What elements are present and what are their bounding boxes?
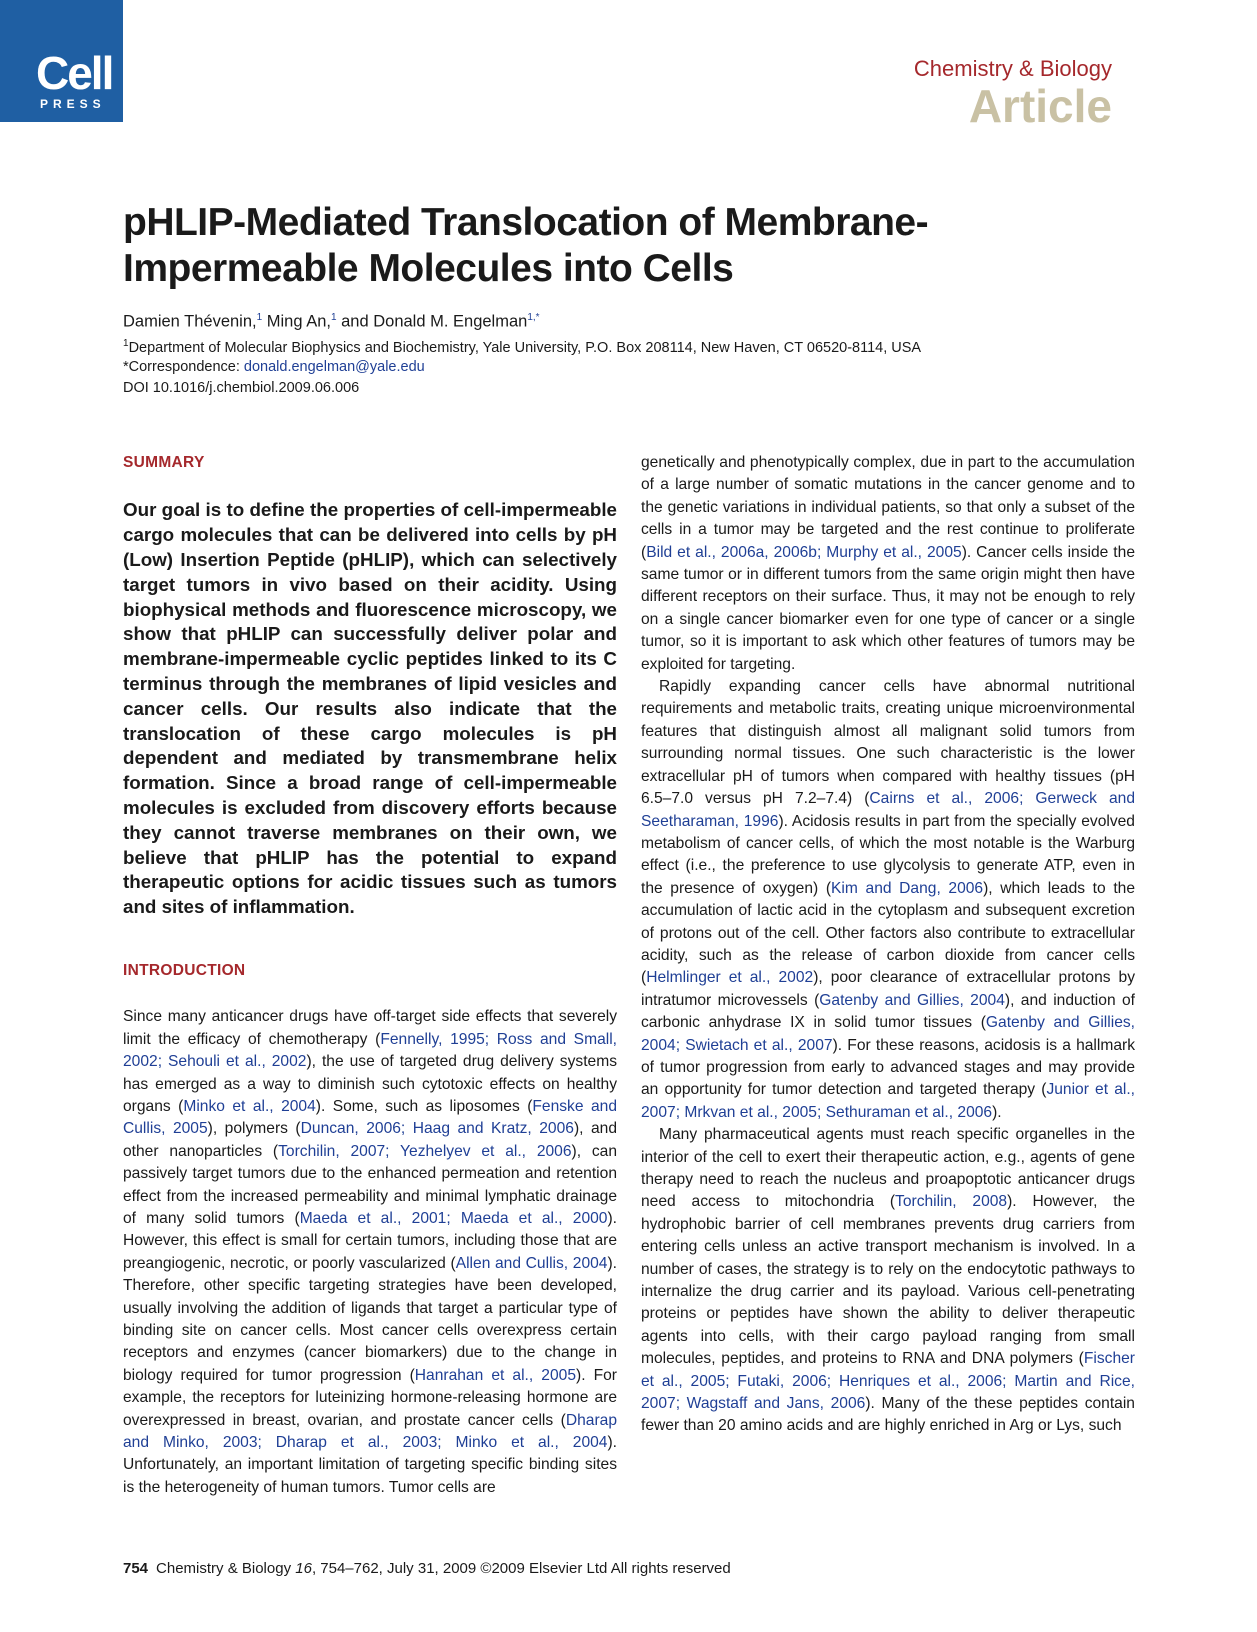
citation-link[interactable]: Torchilin, 2007; Yezhelyev et al., 2006 [278,1142,572,1160]
citation-link[interactable]: Allen and Cullis, 2004 [455,1254,608,1272]
intro-paragraph-1 [123,1006,617,1499]
body-text: ), and induction of carbonic anhydrase IX in solid tumor tissues ( [641,991,1136,1032]
body-text: ). [992,1103,1002,1121]
cell-press-logo [0,0,123,122]
citation-link[interactable]: Cairns et al., 2006; Gerweck and Seetharaman, 1996 [641,790,1135,830]
body-text: Many pharmaceutical agents must reach specific organelles in the interior of the cell to exert their therapeutic action, e.g., agents of gene therapy need to reach the nucleus and proapoptotic anticancer drugs need access to mitochondria ( [641,1126,1135,1211]
body-text: ), can passively target tumors due to the enhanced permeation and retention effect from the increased permeability and minimal lymphatic drainage of many solid tumors ( [123,1142,618,1228]
intro-paragraph-3 [641,676,1135,1124]
intro-paragraph-2 [641,452,1135,676]
summary-heading: SUMMARY [123,454,205,471]
right-column [641,452,1135,1438]
correspondence-email-link[interactable]: donald.engelman@yale.edu [243,359,425,375]
citation-link[interactable]: Fenske and Cullis, 2005 [123,1097,617,1138]
citation-link[interactable]: Dharap and Minko, 2003; Dharap et al., 2003; Minko et al., 2004 [123,1411,617,1452]
body-text: ), and other nanoparticles ( [123,1120,617,1160]
body-text: ), polymers ( [207,1120,301,1138]
author-name: Ming An, [262,312,331,331]
author-list [123,312,540,332]
article-type: Article [968,80,1112,132]
affiliation-text: Department of Molecular Biophysics and Biochemistry, Yale University, P.O. Box 208114, New Haven, CT 06520-8114, USA [128,339,922,356]
author-name: and Donald M. Engelman [336,312,528,331]
body-text: ). Many of the these peptides contain fewer than 20 amino acids and are highly enriched in Arg or Lys, such [641,1395,1135,1435]
citation-link[interactable]: Bild et al., 2006a, 2006b; Murphy et al., 2005 [646,543,962,561]
author-affil-mark: 1,* [527,312,540,323]
citation-link[interactable]: Fischer et al., 2005; Futaki, 2006; Henriques et al., 2006; Martin and Rice, 2007; Wagstaff and Jans, 2006 [641,1350,1135,1413]
article-title [123,200,1123,292]
citation-link[interactable]: Helmlinger et al., 2002 [646,969,814,987]
body-text: ). However, the hydrophobic barrier of cell membranes prevents drug carriers from entering cells unless an active transport mechanism is involved. In a number of cases, the strategy is to rely on the endocytotic pathways to internalize the drug carrier and its payload. Various cell-penetrating proteins or peptides have shown the ability to deliver therapeutic agents into cells, with their cargo payload ranging from small molecules, peptides, and proteins to RNA and DNA polymers ( [641,1193,1135,1368]
intro-paragraph-4 [641,1124,1135,1438]
title-line-2: Impermeable Molecules into Cells [123,247,734,290]
summary-text: Our goal is to define the properties of cell-impermeable cargo molecules that can be delivered into cells by pH (Low) Insertion Peptide (pHLIP), which can selectively target tumors in vivo based on their acidity. Using biophysical methods and fluorescence microscopy, we show that pHLIP can successfully deliver polar and membrane-impermeable cyclic peptides linked to its C terminus through the membranes of lipid vesicles and cancer cells. Our results also indicate that the translocation of these cargo molecules is pH dependent and mediated by transmembrane helix formation. Since a broad range of cell-impermeable molecules is excluded from discovery efforts because they cannot traverse membranes on their own, we believe that pHLIP has the potential to expand therapeutic options for acidic tissues such as tumors and sites of inflammation. [123,499,617,918]
body-text: ), which leads to the accumulation of lactic acid in the cytoplasm and subsequent excretion of protons out of the cell. Other factors also contribute to extracellular acidity, such as the release of carbon dioxide from cancer cells ( [641,879,1135,987]
logo-word: Cell [36,47,113,99]
body-text: ). Acidosis results in part from the specially evolved metabolism of cancer cells, of which the most notable is the Warburg effect (i.e., the preference to use glycolysis to generate ATP, even in the presence of oxygen) ( [641,812,1135,897]
citation-link[interactable]: Torchilin, 2008 [895,1193,1008,1211]
body-text: ). Cancer cells inside the same tumor or in different tumors from the same origin might then have different receptors on their surface. Thus, it may not be enough to rely on a single cancer biomarker even for one type of cancer or a single tumor, so it is important to ask which other features of tumors may be exploited for targeting. [641,543,1135,673]
body-text: ). Unfortunately, an important limitation of targeting specific binding sites is the heterogeneity of human tumors. Tumor cells are [123,1434,617,1496]
body-text: ). For these reasons, acidosis is a hallmark of tumor progression from early to advanced stages and may provide an opportunity for tumor detection and targeted therapy ( [641,1036,1135,1099]
citation-link[interactable]: Kim and Dang, 2006 [831,879,984,897]
body-text: ). Therefore, other specific targeting strategies have been developed, usually involving the addition of ligands that target a particular type of binding site on cancer cells. Most cancer cells overexpress certain receptors and enzymes (cancer biomarkers) due to the change in biology required for tumor progression ( [123,1254,617,1384]
citation-link[interactable]: Gatenby and Gillies, 2004 [819,991,1005,1009]
affiliation [123,338,921,356]
citation-link[interactable]: Duncan, 2006; Haag and Kratz, 2006 [300,1120,574,1138]
body-text: ). Some, such as liposomes ( [315,1097,533,1115]
body-text: ), the use of targeted drug delivery systems has emerged as a way to diminish such cytotoxic effects on healthy organs ( [123,1053,617,1115]
journal-name: Chemistry & Biology [913,56,1112,81]
citation-link[interactable]: Fennelly, 1995; Ross and Small, 2002; Sehouli et al., 2002 [123,1030,617,1071]
author-affil-mark: 1 [330,312,337,323]
body-text: genetically and phenotypically complex, due in part to the accumulation of a large number of somatic mutations in the cancer genome and to the genetic variations in individual patients, so that only a subset of the cells in a tumor may be targeted and the rest continue to proliferate ( [641,454,1135,561]
page-number: 754 [123,1560,149,1577]
footer-volume: 16 [295,1560,312,1577]
footer-citation: , 754–762, July 31, 2009 ©2009 Elsevier Ltd All rights reserved [311,1560,731,1577]
citation-link[interactable]: Maeda et al., 2001; Maeda et al., 2000 [299,1210,608,1228]
body-text: ). For example, the receptors for luteinizing hormone-releasing hormone are overexpressed in breast, ovarian, and prostate cancer cells ( [123,1366,617,1429]
introduction-heading: INTRODUCTION [123,961,246,979]
left-column [123,452,617,1499]
correspondence [123,359,425,375]
citation-link[interactable]: Junior et al., 2007; Mrkvan et al., 2005; Sethuraman et al., 2006 [641,1081,1135,1121]
page-footer [123,1560,731,1577]
logo-subtitle: PRESS [40,97,106,111]
doi: DOI 10.1016/j.chembiol.2009.06.006 [123,380,360,396]
body-text: ), poor clearance of extracellular protons by intratumor microvessels ( [641,969,1135,1009]
author-name: Damien Thévenin, [123,312,257,331]
correspondence-label: *Correspondence: [123,359,244,375]
body-text: ). However, this effect is small for certain tumors, including those that are preangiogenic, necrotic, or poorly vascularized ( [123,1210,617,1272]
author-affil-mark: 1 [256,312,263,323]
title-line-1: pHLIP-Mediated Translocation of Membrane- [123,201,929,244]
footer-journal: Chemistry & Biology [156,1560,296,1577]
citation-link[interactable]: Gatenby and Gillies, 2004; Swietach et al., 2007 [641,1014,1135,1054]
body-text: Since many anticancer drugs have off-target side effects that severely limit the efficacy of chemotherapy ( [123,1008,617,1048]
citation-link[interactable]: Minko et al., 2004 [183,1097,316,1115]
body-text: Rapidly expanding cancer cells have abnormal nutritional requirements and metabolic traits, creating unique microenvironmental features that distinguish almost all malignant solid tumors from surrounding normal tissues. One such characteristic is the lower extracellular pH of tumors when compared with healthy tissues (pH 6.5–7.0 versus pH 7.2–7.4) ( [641,678,1135,808]
citation-link[interactable]: Hanrahan et al., 2005 [414,1366,576,1384]
affiliation-mark: 1 [123,338,129,349]
